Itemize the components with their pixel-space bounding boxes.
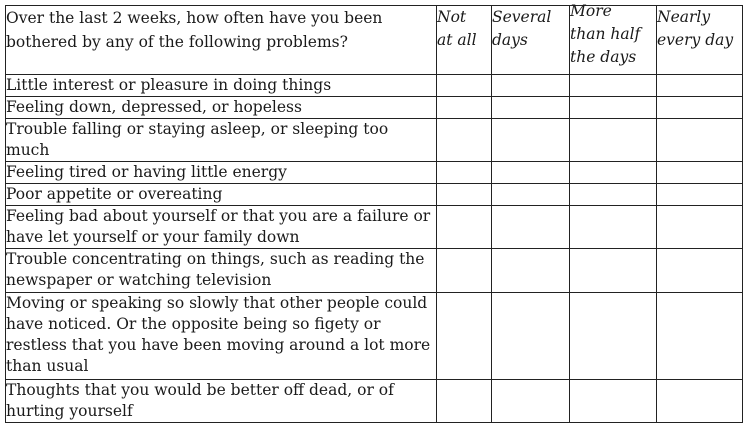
answer-cell-not-at-all[interactable] xyxy=(437,380,492,423)
answer-cell-several-days[interactable] xyxy=(492,293,570,380)
option-label: Not at all xyxy=(437,8,477,49)
answer-cell-nearly-every-day[interactable] xyxy=(657,119,743,162)
answer-cell-not-at-all[interactable] xyxy=(437,293,492,380)
answer-cell-not-at-all[interactable] xyxy=(437,75,492,97)
answer-cell-more-than-half[interactable] xyxy=(570,97,657,119)
answer-cell-several-days[interactable] xyxy=(492,184,570,206)
table-row xyxy=(6,249,743,293)
answer-cell-nearly-every-day[interactable] xyxy=(657,184,743,206)
answer-cell-nearly-every-day[interactable] xyxy=(657,75,743,97)
item-text: Feeling bad about yourself or that you are a failure or have let yourself or your family down xyxy=(6,206,437,249)
answer-cell-not-at-all[interactable] xyxy=(437,206,492,249)
item-text: Feeling down, depressed, or hopeless xyxy=(6,97,437,119)
answer-cell-more-than-half[interactable] xyxy=(570,206,657,249)
answer-cell-nearly-every-day[interactable] xyxy=(657,206,743,249)
answer-cell-nearly-every-day[interactable] xyxy=(657,249,743,293)
answer-cell-not-at-all[interactable] xyxy=(437,119,492,162)
table-row xyxy=(6,162,743,184)
table-row xyxy=(6,380,743,423)
answer-cell-not-at-all[interactable] xyxy=(437,97,492,119)
answer-cell-nearly-every-day[interactable] xyxy=(657,97,743,119)
table-row xyxy=(6,119,743,162)
table-row xyxy=(6,97,743,119)
answer-cell-several-days[interactable] xyxy=(492,162,570,184)
item-text: Poor appetite or overeating xyxy=(6,184,437,206)
option-header-not-at-all xyxy=(437,6,492,75)
item-text: Moving or speaking so slowly that other people could have noticed. Or the opposite being so figety or restless that you have been moving around a lot more than usual xyxy=(6,293,437,380)
option-header-nearly-every-day xyxy=(657,6,743,75)
item-text: Little interest or pleasure in doing things xyxy=(6,75,437,97)
answer-cell-several-days[interactable] xyxy=(492,380,570,423)
item-text: Thoughts that you would be better off dead, or of hurting yourself xyxy=(6,380,437,423)
table-row xyxy=(6,184,743,206)
item-text: Trouble falling or staying asleep, or sleeping too much xyxy=(6,119,437,162)
answer-cell-more-than-half[interactable] xyxy=(570,75,657,97)
answer-cell-several-days[interactable] xyxy=(492,75,570,97)
option-header-several-days xyxy=(492,6,570,75)
table-row xyxy=(6,75,743,97)
answer-cell-more-than-half[interactable] xyxy=(570,249,657,293)
table-row xyxy=(6,293,743,380)
answer-cell-nearly-every-day[interactable] xyxy=(657,293,743,380)
header-row xyxy=(6,6,743,75)
table-row xyxy=(6,206,743,249)
symptom-questionnaire-table xyxy=(5,2,743,423)
answer-cell-not-at-all[interactable] xyxy=(437,184,492,206)
option-header-more-than-half xyxy=(570,2,657,75)
answer-cell-more-than-half[interactable] xyxy=(570,380,657,423)
option-label: Several days xyxy=(492,8,552,49)
answer-cell-not-at-all[interactable] xyxy=(437,249,492,293)
answer-cell-several-days[interactable] xyxy=(492,206,570,249)
answer-cell-more-than-half[interactable] xyxy=(570,184,657,206)
option-label: More than half the days xyxy=(570,2,641,66)
answer-cell-more-than-half[interactable] xyxy=(570,293,657,380)
answer-cell-several-days[interactable] xyxy=(492,119,570,162)
item-text: Feeling tired or having little energy xyxy=(6,162,437,184)
answer-cell-more-than-half[interactable] xyxy=(570,119,657,162)
answer-cell-more-than-half[interactable] xyxy=(570,162,657,184)
answer-cell-nearly-every-day[interactable] xyxy=(657,380,743,423)
question-header: Over the last 2 weeks, how often have you been bothered by any of the following problems? xyxy=(6,6,437,75)
answer-cell-several-days[interactable] xyxy=(492,97,570,119)
option-label: Nearly every day xyxy=(657,8,734,49)
item-text: Trouble concentrating on things, such as reading the newspaper or watching television xyxy=(6,249,437,293)
answer-cell-not-at-all[interactable] xyxy=(437,162,492,184)
answer-cell-several-days[interactable] xyxy=(492,249,570,293)
answer-cell-nearly-every-day[interactable] xyxy=(657,162,743,184)
